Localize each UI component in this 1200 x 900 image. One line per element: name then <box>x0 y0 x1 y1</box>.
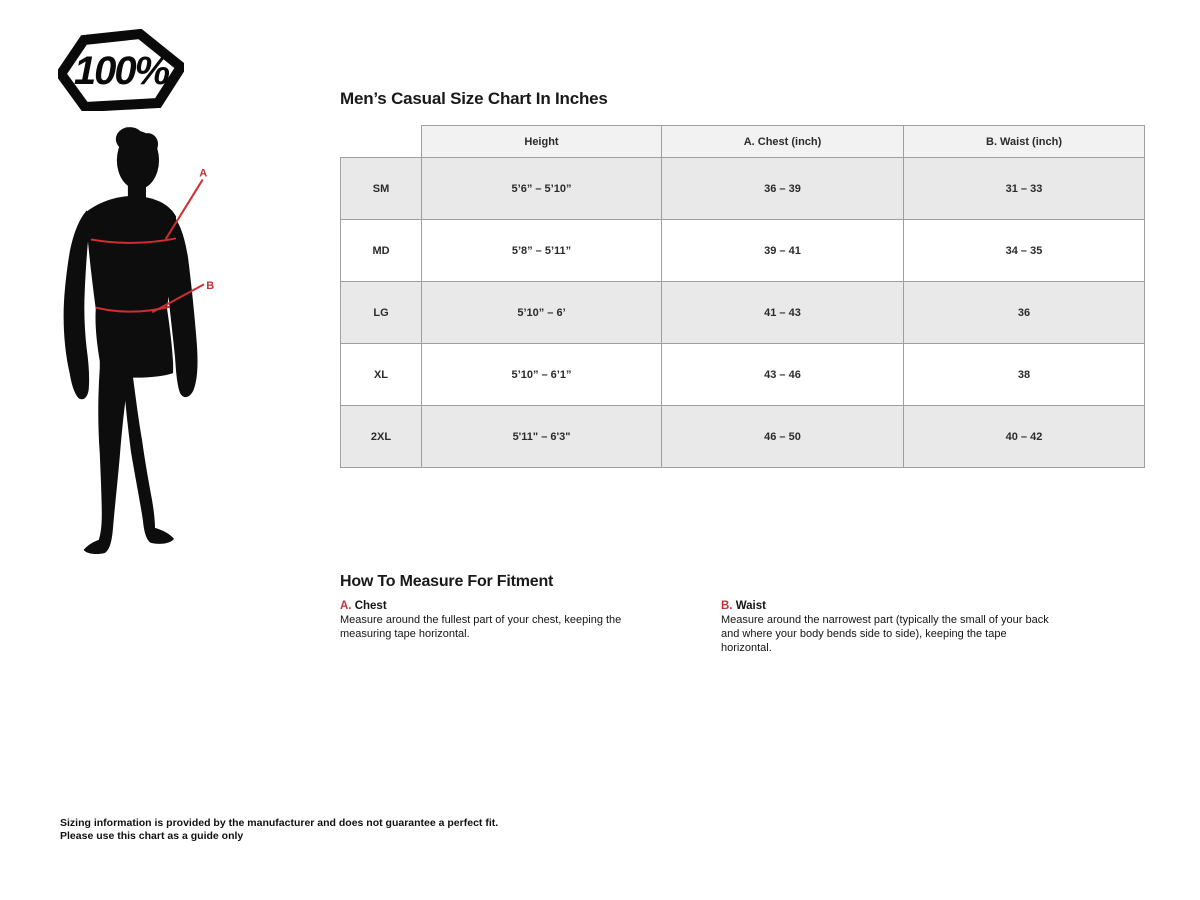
size-label: MD <box>341 220 422 282</box>
disclaimer-line-2: Please use this chart as a guide only <box>60 829 244 842</box>
height-value: 5’10” – 6’ <box>422 282 662 344</box>
brand-logo <box>58 29 184 111</box>
size-chart-title: Men’s Casual Size Chart In Inches <box>340 89 608 108</box>
chest-value: 43 – 46 <box>662 344 904 406</box>
size-chart-table <box>340 125 1145 468</box>
size-label: 2XL <box>341 406 422 468</box>
chest-value: 36 – 39 <box>662 158 904 220</box>
column-header-waist: B. Waist (inch) <box>904 126 1145 158</box>
measure-name-waist: Waist <box>735 600 766 612</box>
measure-key-b: B. <box>721 600 733 612</box>
waist-value: 40 – 42 <box>904 406 1145 468</box>
height-value: 5’10” – 6’1” <box>422 344 662 406</box>
silhouette-shape <box>64 127 198 554</box>
disclaimer-line-1: Sizing information is provided by the manufacturer and does not guarantee a perfect fit. <box>60 817 499 829</box>
chest-value: 46 – 50 <box>662 406 904 468</box>
waist-value: 38 <box>904 344 1145 406</box>
measure-text-waist: Measure around the narrowest part (typically the small of your back and where your body bends side to side), keeping the tape horizontal. <box>721 614 1049 654</box>
body-silhouette <box>55 110 247 562</box>
measure-label-chest <box>340 600 670 612</box>
waist-callout-label: B <box>206 279 215 292</box>
table-row-lg <box>341 282 1145 344</box>
brand-logo-badge <box>58 29 184 111</box>
height-value: 5’8” – 5’11” <box>422 220 662 282</box>
measure-item-chest <box>340 600 670 641</box>
measurement-diagram <box>55 110 247 562</box>
height-value: 5’6” – 5’10” <box>422 158 662 220</box>
chest-callout-label: A <box>199 167 208 180</box>
table-row-2xl <box>341 406 1145 468</box>
disclaimer <box>60 817 498 842</box>
size-label: XL <box>341 344 422 406</box>
column-header-height: Height <box>422 126 662 158</box>
height-value: 5'11" – 6'3" <box>422 406 662 468</box>
waist-value: 36 <box>904 282 1145 344</box>
measure-item-waist <box>721 600 1051 655</box>
header-row <box>341 126 1145 158</box>
measure-key-a: A. <box>340 600 352 612</box>
measure-name-chest: Chest <box>354 600 387 612</box>
logo-text: 100% <box>73 49 169 93</box>
waist-value: 34 – 35 <box>904 220 1145 282</box>
table-row-sm <box>341 158 1145 220</box>
how-to-measure-title: How To Measure For Fitment <box>340 573 554 590</box>
column-header-chest: A. Chest (inch) <box>662 126 904 158</box>
chest-callout-line <box>166 180 202 238</box>
size-label: LG <box>341 282 422 344</box>
table-row-md <box>341 220 1145 282</box>
how-to-measure-section <box>340 573 1100 654</box>
measure-text-chest: Measure around the fullest part of your chest, keeping the measuring tape horizontal. <box>340 614 622 640</box>
corner-cell <box>341 126 422 158</box>
size-label: SM <box>341 158 422 220</box>
chest-value: 39 – 41 <box>662 220 904 282</box>
waist-value: 31 – 33 <box>904 158 1145 220</box>
measure-label-waist <box>721 600 1051 612</box>
chest-value: 41 – 43 <box>662 282 904 344</box>
table-row-xl <box>341 344 1145 406</box>
